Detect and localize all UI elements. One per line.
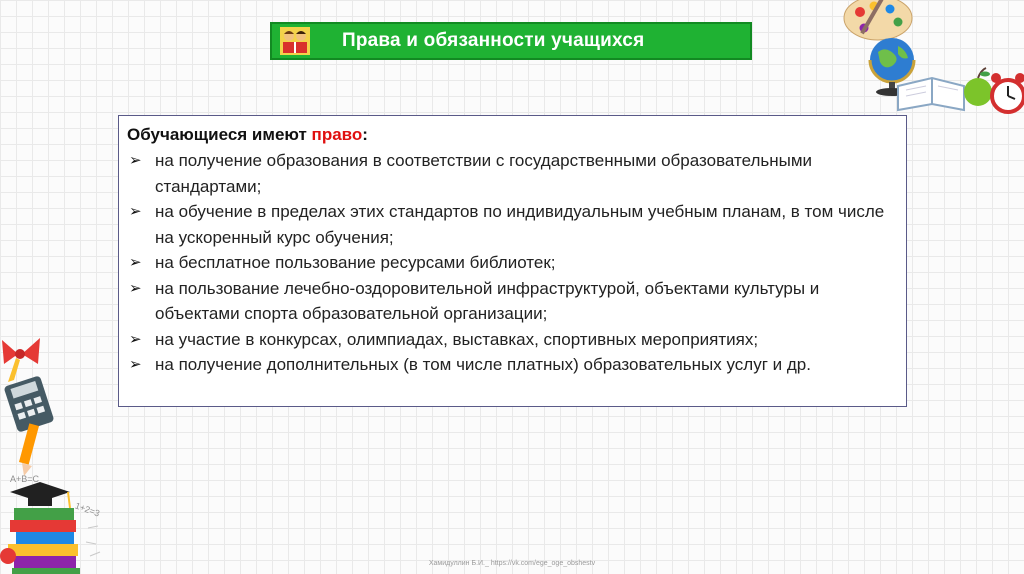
heading-prefix: Обучающиеся имеют [127,125,312,144]
reading-children-icon [280,27,310,55]
list-item [127,276,898,327]
list-item-text: на обучение в пределах этих стандартов по индивидуальным учебным планам, в том числе на ускоренный курс обучения; [155,202,885,247]
rights-heading [127,122,898,148]
page-title: Права и обязанности учащихся [342,30,645,51]
formula-label: 1+2=3 [73,500,102,519]
rights-content-box [118,115,907,407]
list-item [127,352,898,378]
list-item [127,250,898,276]
rights-list [127,148,898,378]
list-item [127,199,898,250]
list-item-text: на получение дополнительных (в том числе платных) образовательных услуг и др. [155,355,811,374]
bullet-arrow-icon: ➢ [129,356,142,373]
study-supplies-decoration [0,320,120,574]
list-item [127,327,898,353]
bullet-arrow-icon: ➢ [129,279,142,297]
heading-accent-word: право [311,125,363,144]
heading-suffix: : [362,125,368,144]
bullet-arrow-icon: ➢ [129,152,142,169]
graduation-cap-icon [10,482,70,508]
list-item-text: на пользование лечебно-оздоровительной инфраструктурой, объектами культуры и объектами спорта образовательной организации; [155,278,820,323]
bullet-arrow-icon: ➢ [129,254,142,271]
apple-icon [964,68,992,106]
title-bar [270,22,752,60]
footer-credit: Хамидуллин Б.И._ https://vk.com/ege_oge_obshestv [428,560,596,567]
paint-palette-icon [844,0,912,40]
list-item-text: на бесплатное пользование ресурсами библиотек; [155,253,556,272]
list-item-text: на получение образования в соответствии с государственными образовательными стандартами; [155,151,813,196]
list-item [127,148,898,199]
formula-label: A+B=C [10,474,40,484]
open-book-icon [898,78,964,110]
bullet-arrow-icon: ➢ [129,203,142,220]
ribbon-bow-icon [2,338,40,382]
calculator-icon [4,375,55,432]
alarm-clock-icon [991,73,1024,112]
bullet-arrow-icon: ➢ [129,330,142,348]
sketch-lines [86,526,100,556]
list-item-text: на участие в конкурсах, олимпиадах, выставках, спортивных мероприятиях; [155,329,759,349]
school-supplies-decoration [840,0,1024,124]
